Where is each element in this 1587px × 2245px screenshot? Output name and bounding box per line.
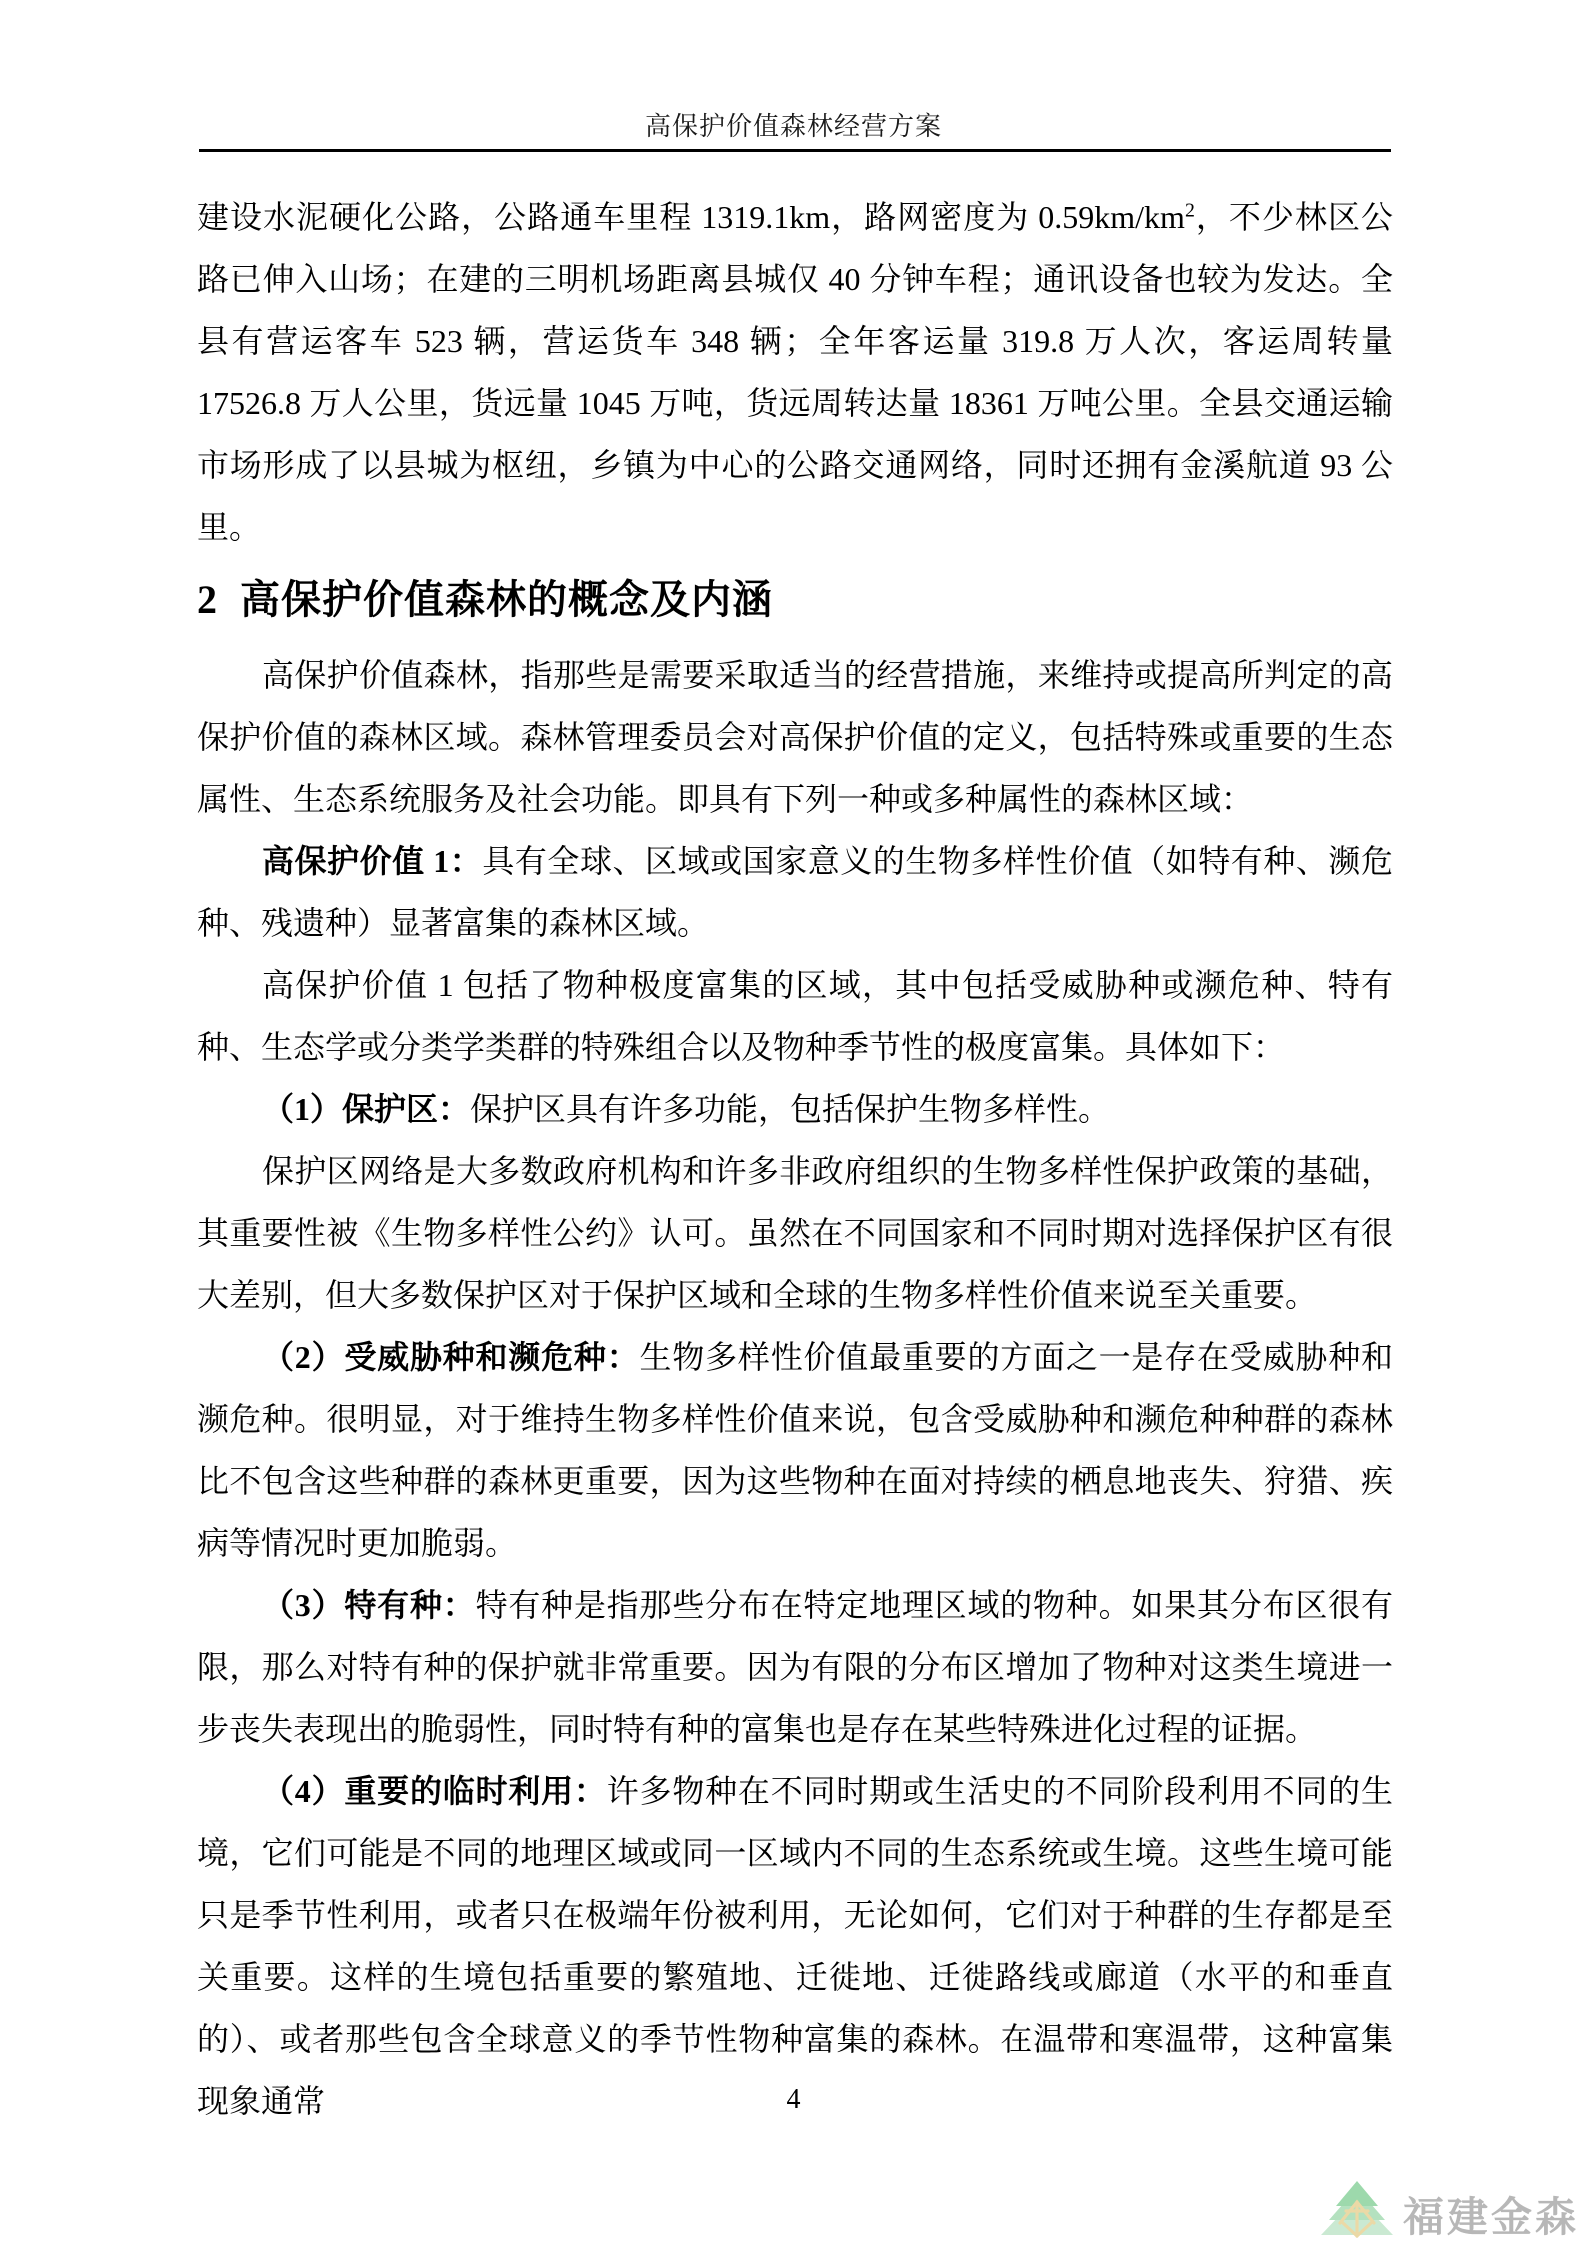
paragraph <box>197 1140 1393 1326</box>
paragraph-lead-bold: （3）特有种： <box>262 1587 476 1623</box>
paragraph <box>197 1078 1393 1140</box>
paragraph <box>197 186 1393 558</box>
paragraph-text: 高保护价值森林，指那些是需要采取适当的经营措施，来维持或提高所判定的高保护价值的森林区域。森林管理委员会对高保护价值的定义，包括特殊或重要的生态属性、生态系统服务及社会功能。即具有下列一种或多种属性的森林区域： <box>197 657 1393 817</box>
paragraph <box>197 830 1393 954</box>
paragraph-lead-bold: （1）保护区： <box>262 1091 471 1127</box>
paragraph <box>197 644 1393 830</box>
paragraph-text: 建设水泥硬化公路，公路通车里程 1319.1km，路网密度为 0.59km/km <box>197 199 1185 235</box>
page-header-title: 高保护价值森林经营方案 <box>644 112 942 141</box>
paragraph <box>197 954 1393 1078</box>
paragraph-lead-bold: （4）重要的临时利用： <box>262 1773 607 1809</box>
paragraph-text: 特有种是指那些分布在特定地理区域的物种。如果其分布区很有限，那么对特有种的保护就非常重要。因为有限的分布区增加了物种对这类生境进一步丧失表现出的脆弱性，同时特有种的富集也是存在某些特殊进化过程的证据。 <box>197 1587 1393 1747</box>
paragraph-lead-bold: （2）受威胁种和濒危种： <box>262 1339 640 1375</box>
paragraph-text: ，不少林区公路已伸入山场；在建的三明机场距离县城仅 40 分钟车程；通讯设备也较为发达。全县有营运客车 523 辆，营运货车 348 辆；全年客运量 319.8 万人次，客运周转量 17526.8 万人公里，货远量 1045 万吨，货远周转达量 18361 万吨公里。全县交通运输市场形成了以县城为枢纽，乡镇为中心的公路交通网络，同时还拥有金溪航道 93 公里。 <box>197 199 1393 545</box>
footer-logo <box>1320 2181 1579 2239</box>
paragraph-text: 生物多样性价值最重要的方面之一是存在受威胁种和濒危种。很明显，对于维持生物多样性价值来说，包含受威胁种和濒危种种群的森林比不包含这些种群的森林更重要，因为这些物种在面对持续的栖息地丧失、狩猎、疾病等情况时更加脆弱。 <box>197 1339 1393 1561</box>
paragraph <box>197 1326 1393 1574</box>
paragraph-text: 保护区具有许多功能，包括保护生物多样性。 <box>470 1091 1111 1127</box>
footer-logo-text: 福建金森 <box>1403 2194 1579 2240</box>
section-heading: 2 高保护价值森林的概念及内涵 <box>197 577 773 622</box>
paragraph-text: 保护区网络是大多数政府机构和许多非政府组织的生物多样性保护政策的基础，其重要性被《生物多样性公约》认可。虽然在不同国家和不同时期对选择保护区有很大差别，但大多数保护区对于保护区域和全球的生物多样性价值来说至关重要。 <box>197 1153 1393 1313</box>
superscript: 2 <box>1184 199 1195 222</box>
paragraph-text: 具有全球、区域或国家意义的生物多样性价值（如特有种、濒危种、残遗种）显著富集的森林区域。 <box>197 843 1393 941</box>
paragraph-text: 高保护价值 1 包括了物种极度富集的区域，其中包括受威胁种或濒危种、特有种、生态学或分类学类群的特殊组合以及物种季节性的极度富集。具体如下： <box>197 967 1393 1065</box>
paragraph <box>197 1760 1393 2132</box>
pine-tree-icon <box>1320 2181 1394 2239</box>
paragraph-lead-bold: 高保护价值 1： <box>262 843 483 879</box>
page-number: 4 <box>786 2084 801 2115</box>
paragraph-text: 许多物种在不同时期或生活史的不同阶段利用不同的生境，它们可能是不同的地理区域或同一区域内不同的生态系统或生境。这些生境可能只是季节性利用，或者只在极端年份被利用，无论如何，它们对于种群的生存都是至关重要。这样的生境包括重要的繁殖地、迁徙地、迁徙路线或廊道（水平的和垂直的）、或者那些包含全球意义的季节性物种富集的森林。在温带和寒温带，这种富集现象通常 <box>197 1773 1393 2119</box>
document-body <box>197 186 1393 2132</box>
paragraph <box>197 1574 1393 1760</box>
header-rule <box>199 149 1391 152</box>
